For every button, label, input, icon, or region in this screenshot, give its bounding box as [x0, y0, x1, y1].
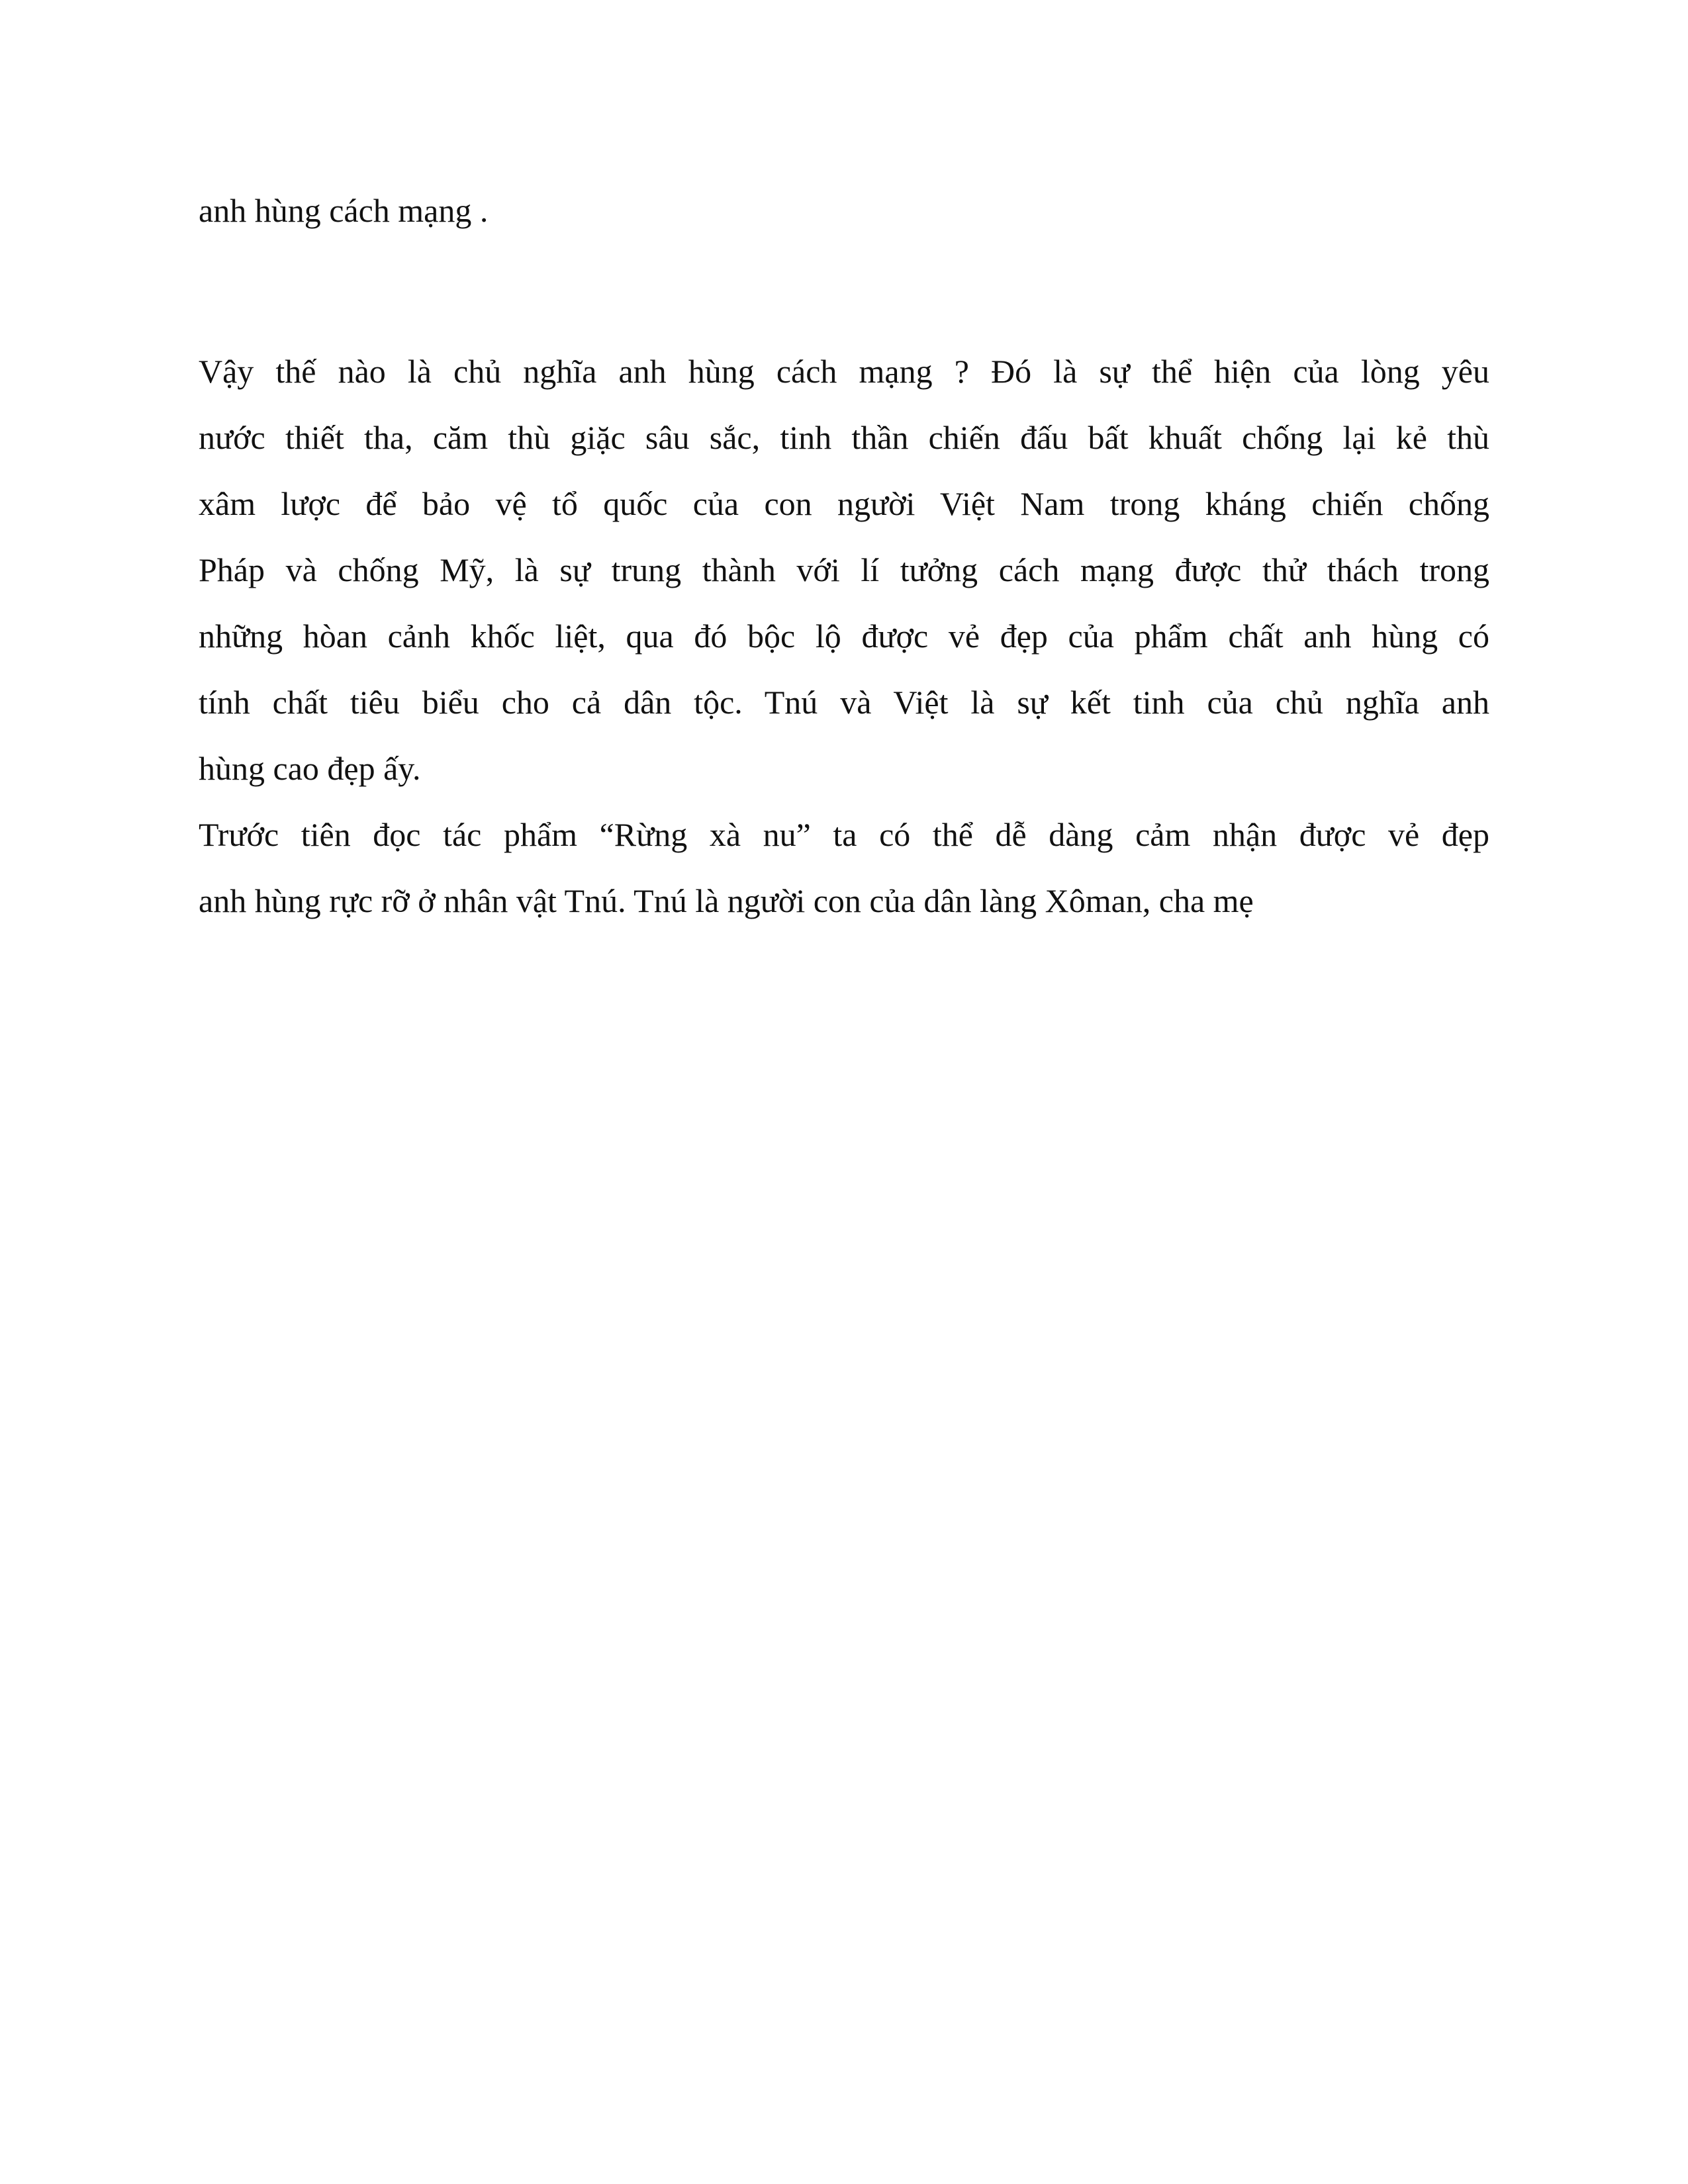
- text-line: xâm lược để bảo vệ tổ quốc của con người Việt Nam trong kháng chiến chống: [199, 485, 1489, 522]
- text-line: anh hùng cách mạng .: [199, 192, 489, 229]
- text-line: Vậy thế nào là chủ nghĩa anh hùng cách mạng ? Đó là sự thể hiện của lòng yêu: [199, 353, 1489, 390]
- text-line: Trước tiên đọc tác phẩm “Rừng xà nu” ta có thể dễ dàng cảm nhận được vẻ đẹp: [199, 816, 1489, 853]
- text-line: những hòan cảnh khốc liệt, qua đó bộc lộ được vẻ đẹp của phẩm chất anh hùng có: [199, 617, 1489, 655]
- text-line: Pháp và chống Mỹ, là sự trung thành với lí tưởng cách mạng được thử thách trong: [199, 551, 1489, 588]
- text-line: nước thiết tha, căm thù giặc sâu sắc, tinh thần chiến đấu bất khuất chống lại kẻ thù: [199, 419, 1489, 456]
- text-line: tính chất tiêu biểu cho cả dân tộc. Tnú và Việt là sự kết tinh của chủ nghĩa anh: [199, 684, 1489, 721]
- text-line: anh hùng rực rỡ ở nhân vật Tnú. Tnú là người con của dân làng Xôman, cha mẹ: [199, 882, 1254, 919]
- paragraph-definition: [199, 338, 1489, 801]
- paragraph-tnu-intro: [199, 801, 1489, 934]
- text-line: hùng cao đẹp ấy.: [199, 750, 421, 787]
- intro-paragraph: [199, 177, 1489, 244]
